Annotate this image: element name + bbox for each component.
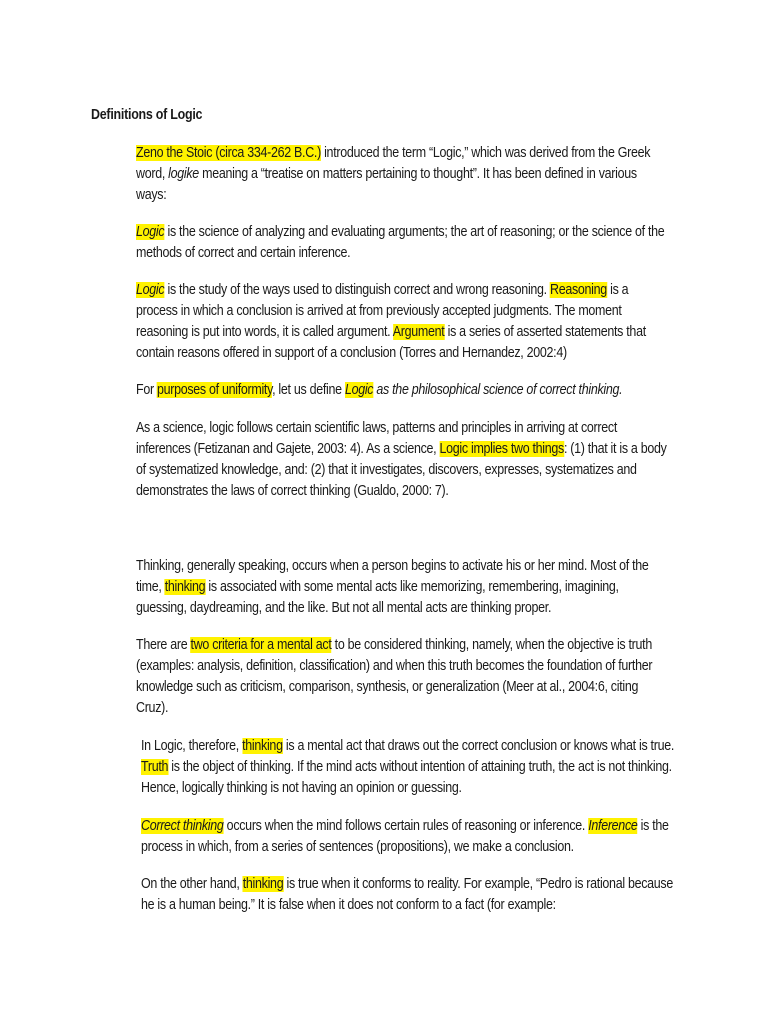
highlight-uniformity: purposes of uniformity bbox=[156, 382, 273, 398]
highlight-inference: Inference bbox=[588, 818, 638, 834]
highlight-implies: Logic implies two things bbox=[439, 441, 564, 457]
text-segment: is the science of analyzing and evaluating arguments; the art of reasoning; or the science of the methods of correct and certain inference. bbox=[136, 224, 665, 261]
page-title: Definitions of Logic bbox=[91, 107, 203, 123]
text-segment: is the study of the ways used to distinguish correct and wrong reasoning. bbox=[164, 282, 551, 298]
italic-logike: logike bbox=[168, 166, 199, 182]
text-segment: : (1) that it is a body of systematized knowledge, and: (2) that it investigates, discovers, expresses, systematizes and demonstrates the laws of correct thinking (Gualdo, 2000: 7). bbox=[136, 441, 667, 499]
text-segment: is the object of thinking. If the mind acts without intention of attaining truth, the act is not thinking. Hence, logically thinking is not having an opinion or guessing. bbox=[141, 759, 672, 796]
text-segment: occurs when the mind follows certain rules of reasoning or inference. bbox=[223, 818, 589, 834]
text-segment: As a science, logic follows certain scientific laws, patterns and principles in arriving at correct inferences (Fetizanan and Gajete, 2003: 4). As a science, bbox=[136, 420, 618, 457]
paragraph-logic-science bbox=[136, 222, 669, 264]
highlight-thinking: thinking bbox=[242, 876, 284, 892]
text-segment: meaning a “treatise on matters pertaining to thought”. It has been defined in various ways: bbox=[136, 166, 637, 203]
italic-definition: as the philosophical science of correct thinking. bbox=[373, 382, 623, 398]
highlight-zeno: Zeno the Stoic (circa 334-262 B.C.) bbox=[136, 145, 321, 161]
highlight-reasoning: Reasoning bbox=[550, 282, 607, 298]
paragraph-zeno-intro bbox=[136, 143, 669, 206]
highlight-logic: Logic bbox=[344, 382, 374, 398]
text-segment: In Logic, therefore, bbox=[141, 738, 243, 754]
text-segment: introduced the term “Logic,” which was derived from the Greek word, bbox=[136, 145, 651, 182]
text-segment: On the other hand, bbox=[141, 876, 243, 892]
paragraph-logic-as-science bbox=[136, 418, 669, 502]
text-segment: For bbox=[136, 382, 157, 398]
text-segment: is associated with some mental acts like memorizing, remembering, imagining, guessing, daydreaming, and the like. But not all mental acts are thinking proper. bbox=[136, 579, 619, 616]
highlight-criteria: two criteria for a mental act bbox=[190, 637, 332, 653]
highlight-logic: Logic bbox=[136, 224, 165, 240]
highlight-thinking: thinking bbox=[242, 738, 283, 754]
paragraph-thinking bbox=[136, 556, 669, 619]
highlight-correct-thinking: Correct thinking bbox=[141, 818, 224, 834]
text-segment: is true when it conforms to reality. For example, “Pedro is rational because he is a human being.” It is false when it does not conform to a fact (for example: bbox=[141, 876, 674, 913]
paragraph-in-logic bbox=[141, 736, 674, 799]
text-segment: to be considered thinking, namely, when the objective is truth (examples: analysis, definition, classification) and when this truth becomes the foundation of further knowledge such as criticism, comparison, synthesis, or generalization (Meer at al., 2004:6, citing Cruz). bbox=[136, 637, 653, 716]
text-segment: , let us define bbox=[272, 382, 345, 398]
highlight-argument: Argument bbox=[392, 324, 445, 340]
paragraph-correct-thinking bbox=[141, 816, 674, 858]
paragraph-definition bbox=[136, 380, 669, 401]
text-segment: is a process in which a conclusion is arrived at from previously accepted judgments. The moment reasoning is put into words, it is called argument. bbox=[136, 282, 629, 340]
paragraph-other-hand bbox=[141, 874, 674, 916]
text-segment: Thinking, generally speaking, occurs when a person begins to activate his or her mind. Most of the time, bbox=[136, 558, 649, 595]
paragraph-logic-study bbox=[136, 280, 669, 364]
text-segment: is a series of asserted statements that contain reasons offered in support of a conclusion (Torres and Hernandez, 2002:4) bbox=[136, 324, 646, 361]
highlight-truth: Truth bbox=[141, 759, 169, 775]
paragraph-criteria bbox=[136, 635, 669, 719]
highlight-thinking: thinking bbox=[164, 579, 206, 595]
text-segment: is the process in which, from a series of sentences (propositions), we make a conclusion. bbox=[141, 818, 669, 855]
text-segment: There are bbox=[136, 637, 191, 653]
highlight-logic: Logic bbox=[136, 282, 165, 298]
text-segment: is a mental act that draws out the correct conclusion or knows what is true. bbox=[282, 738, 675, 754]
